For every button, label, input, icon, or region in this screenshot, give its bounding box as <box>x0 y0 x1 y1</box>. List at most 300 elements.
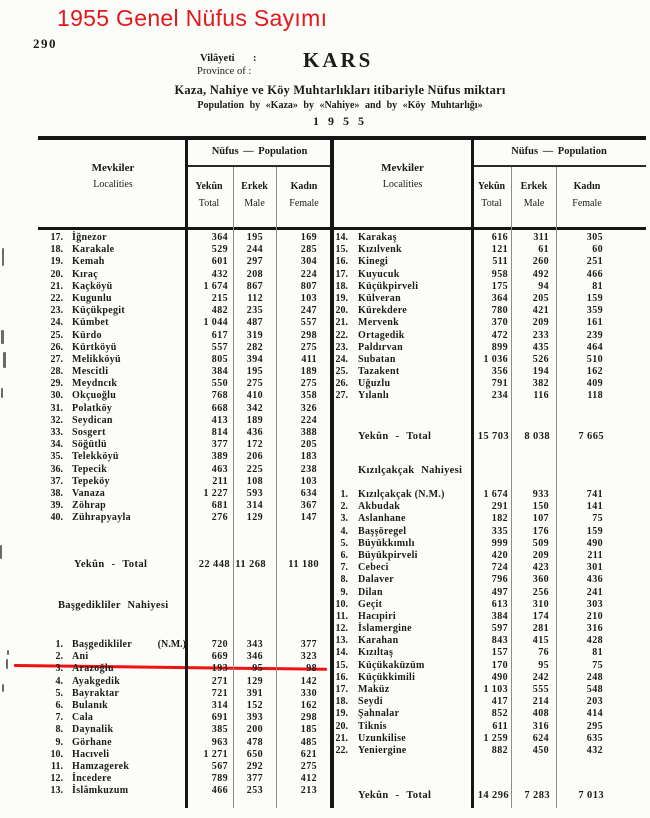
table-row <box>334 317 645 329</box>
row-number: 25. <box>335 366 348 378</box>
total-value: 370 <box>491 317 508 329</box>
female-value: 316 <box>586 623 603 635</box>
female-value: 411 <box>301 353 317 365</box>
male-value: 256 <box>532 586 549 598</box>
table-row <box>40 737 332 749</box>
male-value: 423 <box>532 562 549 574</box>
male-value: 526 <box>532 353 549 365</box>
total-value: 611 <box>492 720 508 732</box>
locality-name: Kürtköyü <box>72 341 117 353</box>
male-value: 176 <box>532 525 549 537</box>
table-row <box>40 712 332 724</box>
male-value: 415 <box>532 635 549 647</box>
total-value: 529 <box>211 244 228 256</box>
row-number: 21. <box>335 317 348 329</box>
locality-name: Polatköy <box>72 402 113 414</box>
locality-name: Dalaver <box>358 574 394 586</box>
locality-name: Maküz <box>358 684 390 695</box>
total-value: 882 <box>491 744 508 756</box>
locality-name: Kemah <box>72 256 105 268</box>
col-header-localities-tr: Mevkiler <box>381 162 424 174</box>
table-row <box>334 489 645 501</box>
table-row <box>40 663 332 675</box>
row-number: 19. <box>335 708 348 720</box>
female-value: 432 <box>586 744 603 756</box>
total-value: 669 <box>211 651 228 663</box>
row-number: 38. <box>50 487 63 499</box>
document-title-english: Population by «Kaza» by «Nahiye» and by «Köy Muhtarlığı» <box>197 100 483 111</box>
row-number: 16. <box>335 671 348 683</box>
male-value: 129 <box>246 512 263 524</box>
total-value: 720 <box>211 639 228 650</box>
row-number: 4. <box>55 675 63 687</box>
total-value: 121 <box>491 244 508 256</box>
female-value: 142 <box>300 675 317 687</box>
row-number: 20. <box>50 268 63 280</box>
female-total-value: 11 180 <box>288 559 319 570</box>
locality-name: Zöhrap <box>72 500 107 512</box>
male-value: 555 <box>532 684 549 695</box>
scan-artifact <box>2 248 4 266</box>
row-number: 8. <box>55 724 63 736</box>
female-value: 162 <box>586 366 603 378</box>
col-header-total: Total <box>198 198 220 209</box>
locality-name: Başşöregel <box>358 525 407 537</box>
col-header-erkek: Erkek <box>241 181 268 192</box>
female-total-value: 7 665 <box>578 431 604 442</box>
table-row <box>334 232 645 244</box>
female-value: 103 <box>300 475 317 487</box>
scan-artifact <box>1 388 3 398</box>
locality-name: Cala <box>72 712 94 724</box>
locality-name: Kızılvenk <box>358 244 402 256</box>
table-row <box>40 269 332 281</box>
male-value: 260 <box>532 256 549 268</box>
row-number: 19. <box>335 292 348 304</box>
total-value: 175 <box>491 280 508 292</box>
row-number: 21. <box>335 732 348 744</box>
right-section-total-row <box>334 789 645 803</box>
male-value: 195 <box>246 232 263 243</box>
row-number: 39. <box>50 500 63 512</box>
table-row <box>40 232 332 244</box>
male-value: 150 <box>532 501 549 513</box>
row-number: 12. <box>335 623 348 635</box>
female-value: 305 <box>586 232 603 243</box>
male-value: 94 <box>538 280 549 292</box>
table-row <box>40 500 332 512</box>
locality-name: Büyükpirveli <box>358 549 418 561</box>
total-value: 805 <box>211 353 228 365</box>
male-total-value: 11 268 <box>235 559 266 570</box>
row-number: 23. <box>335 341 348 353</box>
locality-name: İslamergine <box>358 623 412 635</box>
male-value: 394 <box>246 353 263 365</box>
locality-name: Zührapyayla <box>72 512 131 524</box>
table-row <box>40 244 332 256</box>
table-row <box>334 708 645 720</box>
row-number: 35. <box>50 451 63 463</box>
total-value: 271 <box>211 675 228 687</box>
female-value: 189 <box>300 366 317 378</box>
locality-name: Mervenk <box>358 317 399 329</box>
table-row <box>334 378 645 390</box>
row-number: 15. <box>335 244 348 256</box>
province-of-label: Province of : <box>197 66 252 77</box>
male-value: 194 <box>532 366 549 378</box>
table-row <box>334 550 645 562</box>
female-value: 285 <box>300 244 317 256</box>
female-value: 412 <box>300 773 317 785</box>
table-row <box>334 244 645 256</box>
total-value: 852 <box>491 708 508 720</box>
vilayeti-label: Vilâyeti <box>200 53 235 64</box>
locality-name: Aslanhane <box>358 513 406 525</box>
total-value: 601 <box>211 256 228 268</box>
col-header-population: Nüfus — Population <box>211 146 308 157</box>
table-row <box>334 256 645 268</box>
total-label: Yekûn - Total <box>74 559 148 570</box>
total-value: 472 <box>491 329 508 341</box>
table-row <box>40 305 332 317</box>
male-value: 593 <box>246 487 263 499</box>
right-total-row <box>334 430 645 444</box>
row-number: 33. <box>50 427 63 438</box>
total-value: 364 <box>491 292 508 304</box>
header-bottom-rule <box>38 227 646 230</box>
col-header-population: Nüfus — Population <box>511 146 607 157</box>
female-value: 548 <box>586 684 603 695</box>
total-value: 384 <box>211 366 228 378</box>
locality-name: Tepecik <box>72 463 108 475</box>
male-value: 116 <box>533 390 549 402</box>
locality-name: Cebeci <box>358 562 389 574</box>
table-row <box>334 366 645 378</box>
row-number: 17. <box>50 232 63 243</box>
row-number: 2. <box>340 501 348 513</box>
document-title-turkish: Kaza, Nahiye ve Köy Muhtarlıkları itibariyle Nüfus miktarı <box>174 83 506 97</box>
total-value: 14 296 <box>477 790 509 801</box>
table-row <box>40 378 332 390</box>
row-number: 17. <box>335 268 348 280</box>
locality-name: Kinegi <box>358 256 389 268</box>
locality-name: Bulanık <box>72 699 109 711</box>
row-number: 27. <box>335 390 348 402</box>
male-value: 172 <box>246 439 263 451</box>
row-number: 21. <box>50 280 63 292</box>
male-value: 242 <box>532 671 549 683</box>
female-value: 162 <box>300 699 317 711</box>
locality-name: Seydi <box>358 696 383 708</box>
total-value: 899 <box>491 341 508 353</box>
total-value: 550 <box>211 378 228 390</box>
total-value: 420 <box>491 549 508 561</box>
male-value: 391 <box>246 687 263 699</box>
total-value: 681 <box>211 500 228 512</box>
table-row <box>334 562 645 574</box>
row-number: 10. <box>335 598 348 610</box>
female-value: 326 <box>300 402 317 414</box>
female-total-value: 7 013 <box>578 790 604 801</box>
row-number: 18. <box>335 280 348 292</box>
row-number: 36. <box>50 463 63 475</box>
table-row <box>334 390 645 402</box>
locality-name: Kugunlu <box>72 292 112 304</box>
total-value: 170 <box>491 659 508 671</box>
locality-name: Sosgert <box>72 427 106 438</box>
table-row <box>334 342 645 354</box>
female-value: 330 <box>300 687 317 699</box>
male-value: 342 <box>246 402 263 414</box>
row-number: 34. <box>50 439 63 451</box>
total-value: 389 <box>211 451 228 463</box>
locality-name: Hamzagerek <box>72 760 130 772</box>
row-number: 13. <box>50 785 63 797</box>
female-value: 367 <box>300 500 317 512</box>
row-number: 40. <box>50 512 63 524</box>
total-value: 335 <box>491 525 508 537</box>
table-row <box>40 403 332 415</box>
male-value: 487 <box>246 317 263 329</box>
total-value: 497 <box>491 586 508 598</box>
table-row <box>334 647 645 659</box>
female-value: 358 <box>300 390 317 402</box>
table-row <box>334 538 645 550</box>
total-value: 377 <box>211 439 228 451</box>
female-value: 247 <box>300 305 317 317</box>
male-value: 208 <box>246 268 263 280</box>
table-row <box>40 761 332 773</box>
row-number: 8. <box>340 574 348 586</box>
female-value: 183 <box>300 451 317 463</box>
female-value: 621 <box>300 748 317 760</box>
locality-name: Söğütlü <box>72 439 107 451</box>
table-row <box>40 293 332 305</box>
female-value: 298 <box>300 712 317 724</box>
locality-name: Küçükpirveli <box>358 280 419 292</box>
row-number: 25. <box>50 329 63 341</box>
male-value: 206 <box>246 451 263 463</box>
female-value: 75 <box>592 513 603 525</box>
female-value: 359 <box>586 305 603 317</box>
locality-name: Küçükkimili <box>358 671 416 683</box>
male-value: 108 <box>246 475 263 487</box>
male-value: 650 <box>246 748 263 760</box>
scan-artifact <box>1 330 4 344</box>
female-value: 298 <box>300 329 317 341</box>
female-value: 510 <box>586 353 603 365</box>
total-value: 432 <box>211 268 228 280</box>
col-header-localities-en: Localities <box>382 179 423 190</box>
scan-artifact <box>7 650 9 655</box>
locality-name: Paldırvan <box>358 341 403 353</box>
total-value: 597 <box>491 623 508 635</box>
female-value: 275 <box>300 341 317 353</box>
female-value: 303 <box>586 598 603 610</box>
total-value: 15 703 <box>477 431 509 442</box>
total-value: 557 <box>211 341 228 353</box>
col-header-kadin: Kadın <box>290 181 318 192</box>
female-value: 103 <box>300 292 317 304</box>
male-value: 107 <box>532 513 549 525</box>
table-row <box>334 623 645 635</box>
male-value: 275 <box>246 378 263 390</box>
total-value: 567 <box>211 760 228 772</box>
table-row <box>40 639 332 651</box>
total-label: Yekûn - Total <box>358 790 432 801</box>
female-value: 213 <box>300 785 317 797</box>
female-value: 238 <box>300 463 317 475</box>
total-value: 234 <box>491 390 508 402</box>
male-value: 343 <box>246 639 263 650</box>
row-number: 22. <box>50 292 63 304</box>
scan-artifact <box>0 545 2 559</box>
total-value: 613 <box>491 598 508 610</box>
total-value: 490 <box>491 671 508 683</box>
row-number: 5. <box>340 537 348 549</box>
total-value: 1 036 <box>483 353 508 365</box>
table-row <box>40 773 332 785</box>
table-row <box>40 330 332 342</box>
total-value: 463 <box>211 463 228 475</box>
locality-name: Akbudak <box>358 501 401 513</box>
total-value: 182 <box>491 513 508 525</box>
female-value: 557 <box>300 317 317 329</box>
locality-name: Vanaza <box>72 487 106 499</box>
col-header-total: Total <box>481 198 502 209</box>
row-number: 4. <box>340 525 348 537</box>
male-value: 316 <box>532 720 549 732</box>
col-header-yekun: Yekûn <box>477 181 506 192</box>
locality-name: Başgedikliler <box>72 639 133 650</box>
female-value: 275 <box>300 378 317 390</box>
top-rule <box>38 136 646 140</box>
census-year: 1 9 5 5 <box>313 114 367 128</box>
scan-artifact <box>2 684 4 692</box>
total-value: 22 448 <box>198 559 230 570</box>
locality-name: Arazoğlu <box>72 663 114 675</box>
locality-suffix: (N.M.) <box>157 639 186 650</box>
male-value: 189 <box>246 414 263 426</box>
locality-name: Ani <box>72 651 89 663</box>
total-value: 157 <box>491 647 508 659</box>
row-number: 30. <box>50 390 63 402</box>
col-header-yekun: Yekûn <box>195 181 223 192</box>
total-value: 1 271 <box>203 748 228 760</box>
table-row <box>40 724 332 736</box>
locality-name: Kaçköyü <box>72 280 113 292</box>
nufus-underline-right <box>472 165 646 167</box>
total-value: 668 <box>211 402 228 414</box>
female-value: 295 <box>586 720 603 732</box>
male-value: 76 <box>538 647 549 659</box>
total-value: 617 <box>211 329 228 341</box>
locality-name: Uzunkilise <box>358 732 407 744</box>
total-value: 843 <box>491 635 508 647</box>
total-value: 413 <box>211 414 228 426</box>
annotation-title: 1955 Genel Nüfus Sayımı <box>57 5 328 31</box>
table-row <box>334 269 645 281</box>
total-value: 616 <box>491 232 508 243</box>
row-number: 15. <box>335 659 348 671</box>
table-row <box>40 688 332 700</box>
locality-name: Kızıltaş <box>358 647 394 659</box>
row-number: 6. <box>340 549 348 561</box>
female-value: 635 <box>586 732 603 744</box>
total-value: 791 <box>491 378 508 390</box>
female-value: 118 <box>587 390 603 402</box>
left-table-rows <box>40 232 332 525</box>
row-number: 1. <box>55 639 63 650</box>
table-row <box>334 672 645 684</box>
male-value: 382 <box>532 378 549 390</box>
male-value: 214 <box>532 696 549 708</box>
table-row <box>334 660 645 672</box>
locality-name: Mescitli <box>72 366 109 378</box>
female-value: 485 <box>300 736 317 748</box>
total-value: 417 <box>491 696 508 708</box>
locality-name: Küçükaküzüm <box>358 659 425 671</box>
total-value: 1 259 <box>483 732 508 744</box>
female-value: 161 <box>586 317 603 329</box>
locality-name: İğnezor <box>72 232 107 243</box>
locality-name: Bayraktar <box>72 687 120 699</box>
section-heading-basgedikliler: Başgedikliler Nahiyesi <box>58 600 169 611</box>
male-value: 421 <box>532 305 549 317</box>
locality-name: Ayakgedik <box>72 675 121 687</box>
locality-name: Subatan <box>358 353 396 365</box>
locality-name: Büyükkımılı <box>358 537 415 549</box>
male-value: 509 <box>532 537 549 549</box>
female-value: 414 <box>586 708 603 720</box>
female-value: 98 <box>306 663 317 675</box>
male-value: 95 <box>538 659 549 671</box>
table-row <box>40 354 332 366</box>
table-row <box>334 721 645 733</box>
section-heading-kizilcakcak: Kızılçakçak Nahiyesi <box>358 465 463 476</box>
table-row <box>40 451 332 463</box>
row-number: 17. <box>335 684 348 695</box>
locality-name: Külveran <box>358 292 401 304</box>
female-value: 224 <box>300 268 317 280</box>
locality-name: Tazakent <box>358 366 400 378</box>
locality-name: Şahnalar <box>358 708 400 720</box>
row-number: 29. <box>50 378 63 390</box>
locality-name: Yeniergine <box>358 744 407 756</box>
province-name: KARS <box>303 48 374 72</box>
locality-name: Okçuoğlu <box>72 390 117 402</box>
male-value: 478 <box>246 736 263 748</box>
total-value: 364 <box>211 232 228 243</box>
row-number: 32. <box>50 414 63 426</box>
row-number: 18. <box>335 696 348 708</box>
locality-name: Seydican <box>72 414 113 426</box>
locality-name: Melikköyü <box>72 353 121 365</box>
row-number: 22. <box>335 744 348 756</box>
right-table-section-rows <box>334 489 645 757</box>
male-value: 209 <box>532 549 549 561</box>
locality-name: Ortagedik <box>358 329 405 341</box>
female-value: 224 <box>300 414 317 426</box>
male-value: 346 <box>246 651 263 663</box>
table-row <box>334 330 645 342</box>
male-value: 152 <box>246 699 263 711</box>
locality-name: İncedere <box>72 773 112 785</box>
total-value: 385 <box>211 724 228 736</box>
male-value: 281 <box>532 623 549 635</box>
female-value: 388 <box>300 427 317 438</box>
total-value: 780 <box>491 305 508 317</box>
